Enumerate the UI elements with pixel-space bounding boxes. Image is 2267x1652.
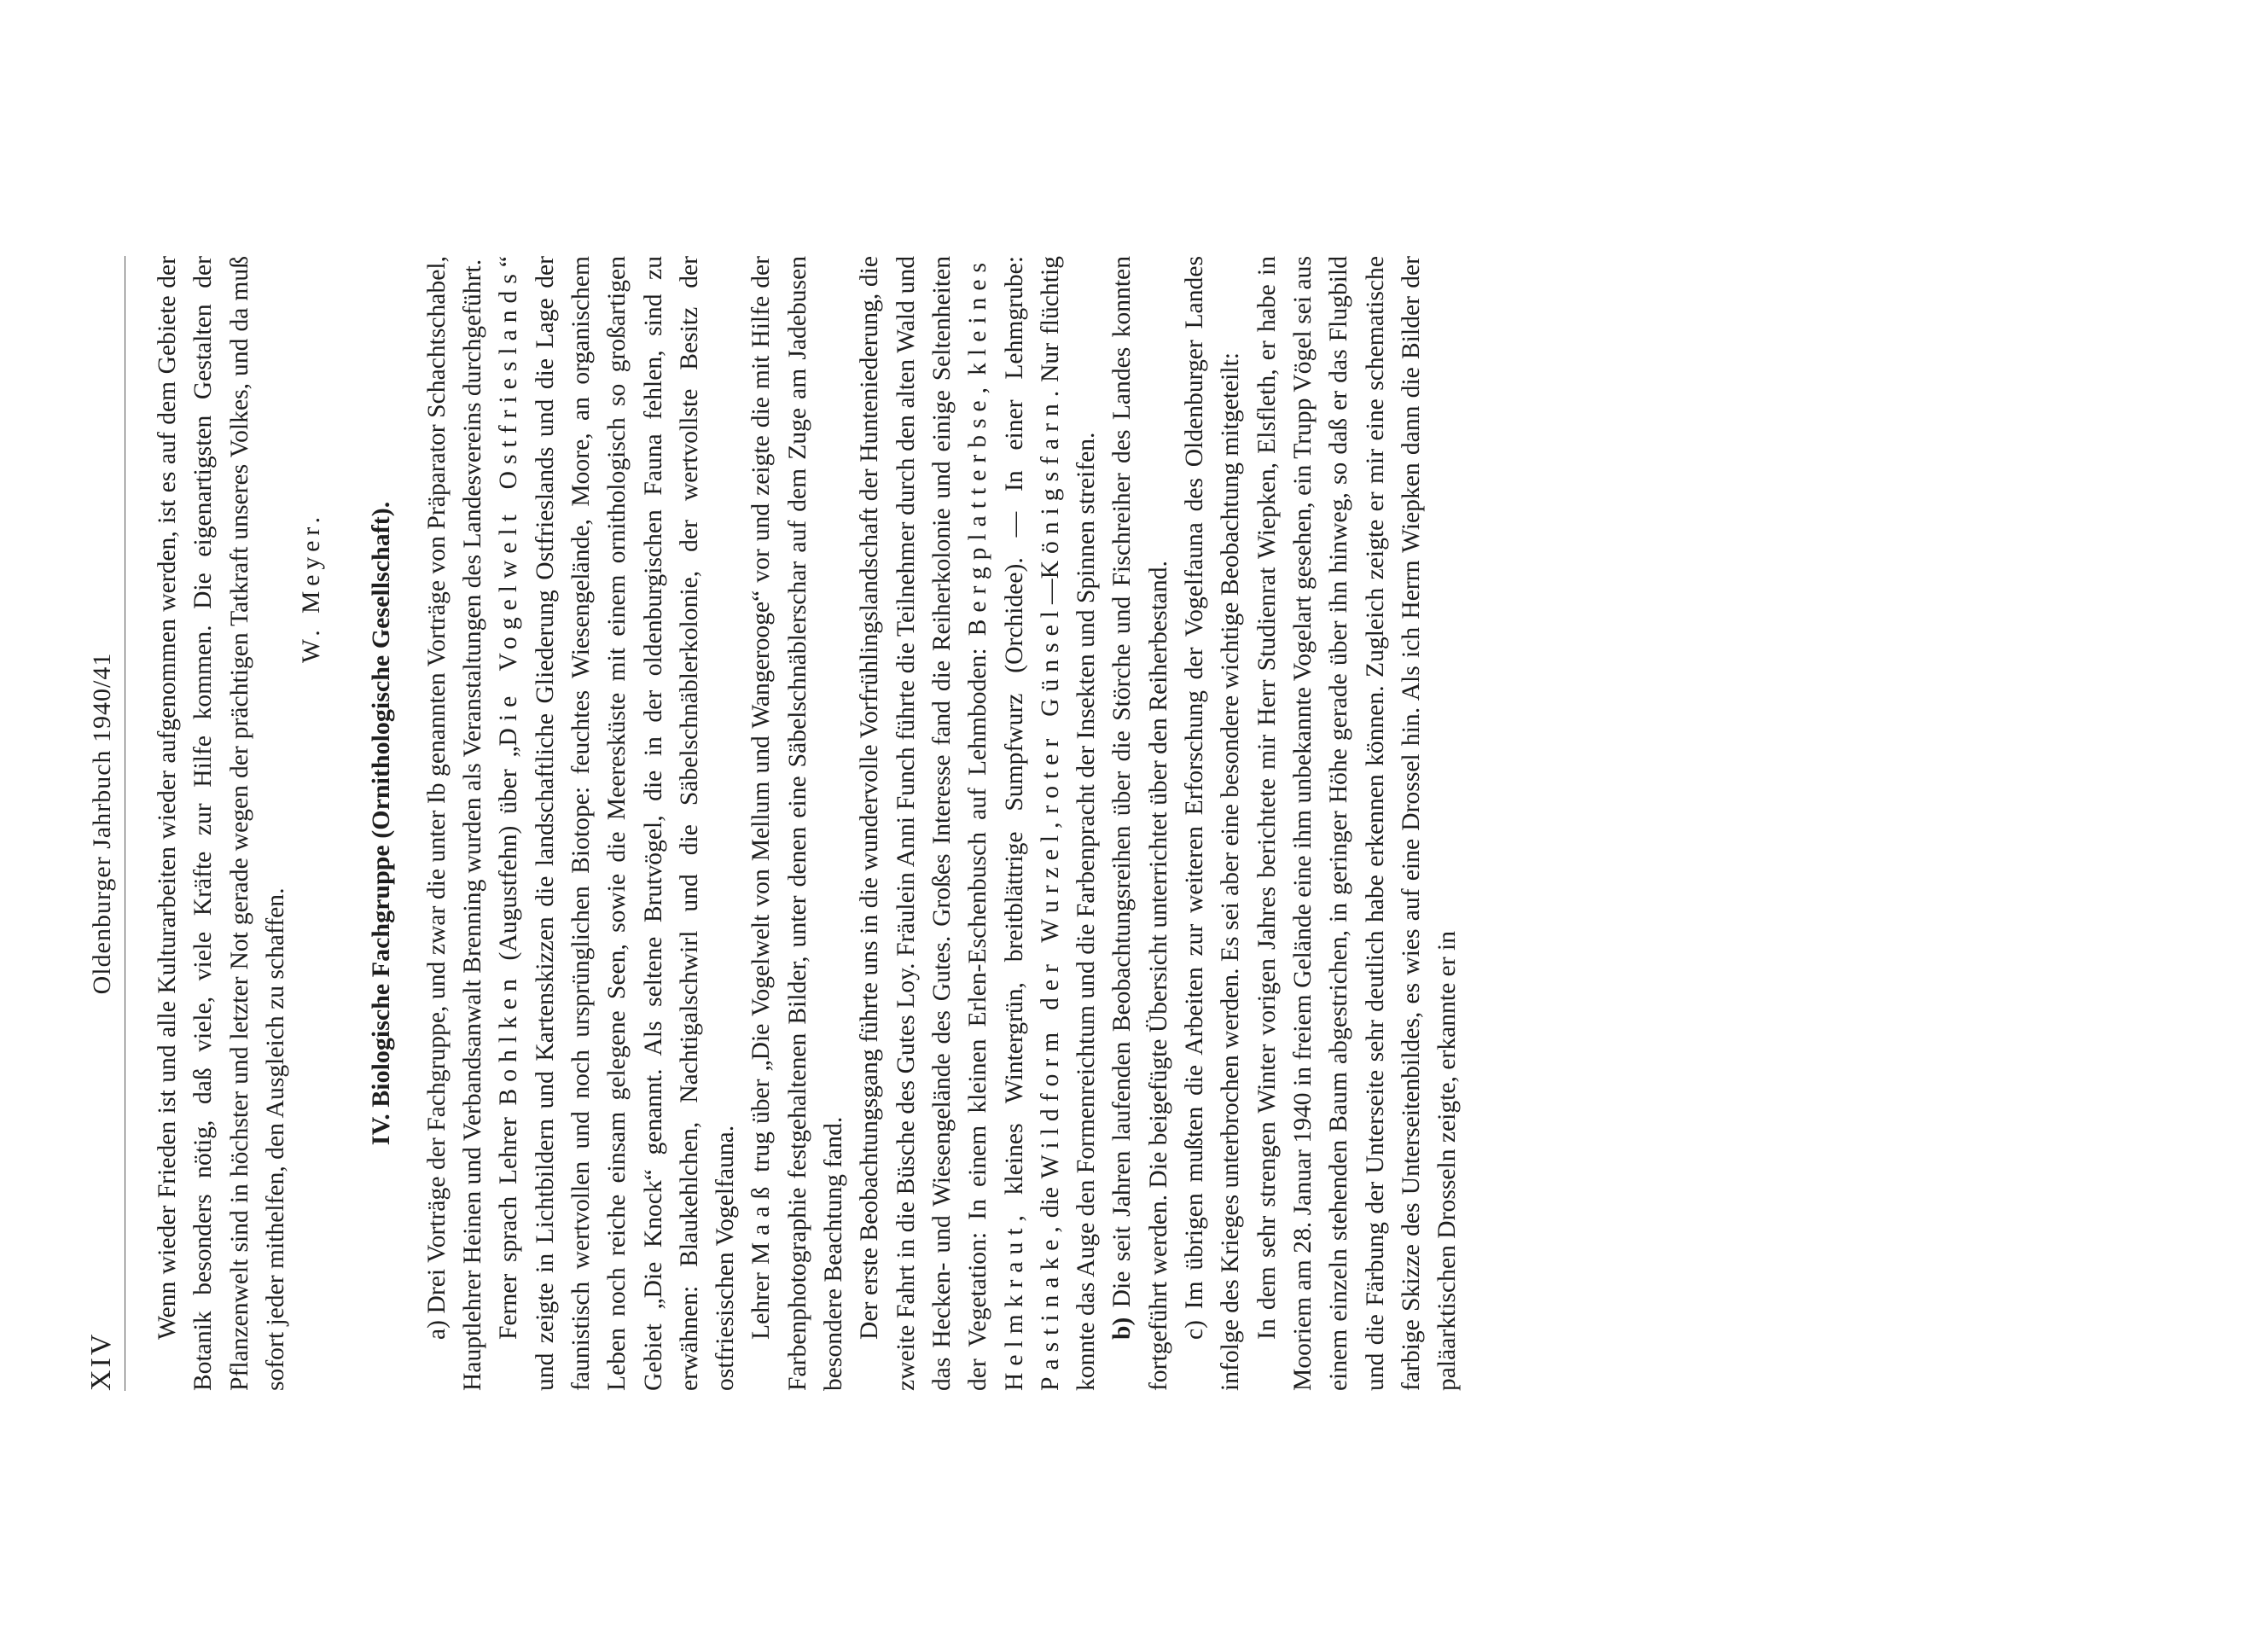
body-text	[149, 256, 1465, 1391]
spaced-plant: roter Günsel	[1036, 604, 1064, 814]
journal-title: Oldenburger Jahrbuch 1940/41	[88, 652, 116, 995]
spaced-name: Bohlken	[495, 972, 523, 1106]
label-a: a)	[422, 1320, 450, 1340]
rotated-page	[85, 256, 1920, 1391]
label-b: b)	[1108, 1317, 1136, 1340]
paragraph-b: b) Die seit Jahren laufenden Beobachtungsreihen über die Störche und Fischreiher des Landes konnten fortgeführt werden. Die beigefügte Übersicht unterrichtet über den Reiherbestand.	[1108, 256, 1172, 1391]
spaced-plant: Wildform der Wurzel	[1036, 828, 1064, 1179]
spaced-name: Maaß	[747, 1179, 776, 1265]
paragraph-a1: a) Drei Vorträge der Fachgruppe, und zwar die unter Ib genannten Vorträge von Präparator Schachtschabel, Hauptlehrer Heinen und Verbandsanwalt Brenning wurden als Veranstaltungen des Landesvereins durchgeführt.	[422, 256, 487, 1391]
spaced-plant: Königsfarn	[1036, 397, 1064, 579]
section-heading: IV. Biologische Fachgruppe (Ornithologische Gesellschaft).	[367, 501, 396, 1146]
paragraph-a3: Lehrer Maaß trug über „Die Vogelwelt von Mellum und Wangerooge“ vor und zeigte die mit Hilfe der Farbenphotographie festgehaltenen Bilder, unter denen eine Säbelschnäblerschar auf dem Zuge am Jadebusen besondere Beachtung fand.	[747, 256, 848, 1391]
paragraph-a2: Ferner sprach Lehrer Bohlken (Augustfehn) über „Die Vogelwelt Ostfrieslands“ und zeigte in Lichtbildern und Kartenskizzen die landschaftliche Gliederung Ostfrieslands und die Lage der faunistisch wertvollen und noch ursprünglichen Biotope: feuchtes Wiesengelände, Moore, an organischem Leben noch reiche einsam gelegene Seen, sowie die Meeresküste mit einem ornithologisch so großartigen Gebiet „Die Knock“ genannt. Als seltene Brutvögel, die in der oldenburgischen Fauna fehlen, sind zu erwähnen: Blaukehlchen, Nachtigalschwirl und die Säbelschnäblerkolonie, der wertvollste Besitz der ostfriesischen Vogelfauna.	[495, 256, 740, 1391]
paragraph-c2: In dem sehr strengen Winter vorigen Jahres berichtete mir Herr Studienrat Wiepken, Elsfleth, er habe in Mooriem am 28. Januar 1940 in freiem Gelände eine ihm unbekannte Vogelart gesehen, ein Trupp Vögel sei aus einem einzeln stehenden Baum abgestrichen, in geringer Höhe gerade über ihn hinweg, so daß er das Flugbild und die Färbung der Unterseite sehr deutlich habe erkennen können. Zugleich zeigte er mir eine schematische farbige Skizze des Unterseitenbildes, es wies auf eine Drossel hin. Als ich Herrn Wiepken dann die Bilder der paläarktischen Drosseln zeigte, erkannte er in	[1253, 256, 1462, 1391]
spaced-title: Die Vogelwelt Ostfrieslands	[495, 267, 523, 747]
paragraph-c1: c) Im übrigen mußten die Arbeiten zur weiteren Erforschung der Vogelfauna des Oldenburger Landes infolge des Krieges unterbrochen werden. Es sei aber eine besondere wichtige Beobachtung mitgeteilt:	[1181, 256, 1245, 1391]
spaced-plant: Bergplatterbse	[964, 393, 992, 637]
spaced-plant: Pastinake	[1036, 1232, 1064, 1391]
label-c: c)	[1181, 1320, 1209, 1340]
page-number: XIV	[85, 1331, 117, 1391]
author-signature: W. Meyer.	[298, 512, 326, 664]
paragraph-a4: Der erste Beobachtungsgang führte uns in die wundervolle Vorfrühlingslandschaft der Hunteniederung, die zweite Fahrt in die Büsche des Gutes Loy. Fräulein Anni Funch führte die Teilnehmer durch den alten Wald und das Hecken- und Wiesengelände des Gutes. Großes Interesse fand die Reiherkolonie und einige Seltenheiten der Vegetation: In einem kleinen Erlen-Eschenbusch auf Lehmboden: Bergplatterbse, kleines Helmkraut, kleines Wintergrün, breitblättrige Sumpfwurz (Orchidee). — In einer Lehmgrube: Pastinake, die Wildform der Wurzel, roter Günsel—Königsfarn. Nur flüchtig konnte das Auge den Formenreichtum und die Farbenpracht der Insekten und Spinnen streifen.	[856, 256, 1101, 1391]
intro-paragraph: Wenn wieder Frieden ist und alle Kulturarbeiten wieder aufgenommen werden, ist es auf dem Gebiete der Botanik besonders nötig, daß viele, viele Kräfte zur Hilfe kommen. Die eigenartigsten Gestalten der Pflanzenwelt sind in höchster und letzter Not gerade wegen der prächtigen Tatkraft unseres Volkes, und da muß sofort jeder mithelfen, den Ausgleich zu schaffen.	[154, 256, 289, 1391]
running-header	[85, 256, 125, 1391]
spaced-plant: kleines Helmkraut	[964, 256, 1028, 1391]
